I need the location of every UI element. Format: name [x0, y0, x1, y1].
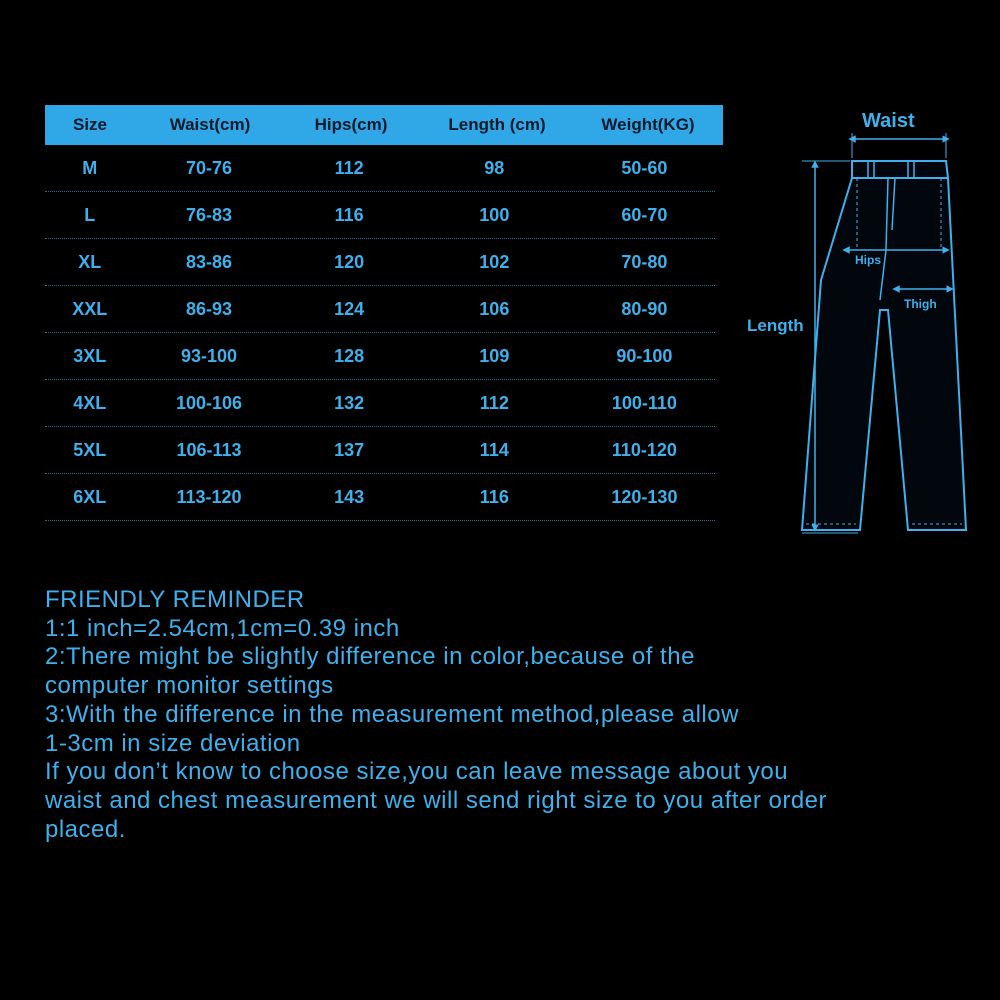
cell-size: XXL	[72, 298, 108, 319]
cell-waist: 76-83	[186, 204, 233, 225]
cell-weight: 110-120	[611, 439, 677, 460]
cell-hips: 112	[334, 157, 364, 178]
thigh-label: Thigh	[904, 297, 937, 311]
table-row	[45, 145, 715, 192]
cell-length: 109	[479, 345, 510, 366]
table-row	[45, 427, 715, 474]
cell-weight: 50-60	[621, 157, 668, 178]
reminder-line: If you don’t know to choose size,you can leave message about you	[45, 758, 789, 786]
cell-size: XL	[78, 251, 102, 272]
cell-waist: 86-93	[186, 298, 233, 319]
cell-size: 6XL	[73, 486, 107, 507]
cell-size: 4XL	[73, 392, 107, 413]
cell-waist: 113-120	[176, 486, 242, 507]
cell-size: M	[82, 157, 98, 178]
cell-weight: 100-110	[611, 392, 677, 413]
table-row	[45, 192, 715, 239]
reminder-line: computer monitor settings	[45, 672, 334, 700]
cell-hips: 137	[334, 439, 365, 460]
header-size: Size	[72, 115, 108, 134]
waist-label: Waist	[862, 110, 915, 132]
cell-hips: 132	[334, 392, 365, 413]
cell-weight: 70-80	[621, 251, 668, 272]
header-hips: Hips(cm)	[314, 115, 388, 134]
cell-waist: 106-113	[176, 439, 242, 460]
cell-size: L	[84, 204, 96, 225]
cell-length: 112	[479, 392, 509, 413]
cell-size: 5XL	[73, 439, 107, 460]
reminder-line: 1-3cm in size deviation	[45, 729, 301, 757]
cell-length: 114	[479, 439, 509, 460]
cell-waist: 93-100	[180, 345, 238, 366]
cell-hips: 143	[334, 486, 365, 507]
table-row	[45, 333, 715, 380]
size-table	[45, 105, 723, 521]
reminder-line: placed.	[45, 815, 126, 843]
cell-waist: 100-106	[175, 392, 243, 413]
cell-hips: 116	[334, 204, 364, 225]
cell-weight: 60-70	[621, 204, 668, 225]
length-label: Length	[747, 316, 804, 335]
size-table-body	[45, 145, 723, 521]
cell-length: 100	[479, 204, 510, 225]
reminder-line: 3:With the difference in the measurement method,please allow	[45, 700, 739, 728]
header-weight: Weight(KG)	[601, 115, 695, 134]
cell-weight: 90-100	[616, 345, 673, 366]
table-row	[45, 380, 715, 427]
cell-waist: 83-86	[186, 251, 233, 272]
cell-length: 106	[479, 298, 510, 319]
cell-hips: 120	[334, 251, 365, 272]
reminder-line: 1:1 inch=2.54cm,1cm=0.39 inch	[45, 614, 400, 642]
header-waist: Waist(cm)	[169, 115, 251, 134]
cell-length: 102	[479, 251, 510, 272]
cell-length: 98	[484, 157, 505, 178]
cell-hips: 128	[334, 345, 365, 366]
reminder-title: FRIENDLY REMINDER	[45, 586, 305, 613]
cell-hips: 124	[334, 298, 365, 319]
table-row	[45, 286, 715, 333]
reminder-line: waist and chest measurement we will send right size to you after order	[45, 786, 828, 814]
cell-length: 116	[479, 486, 509, 507]
header-length: Length (cm)	[448, 115, 546, 134]
reminder-line: 2:There might be slightly difference in color,because of the	[45, 643, 695, 671]
cell-waist: 70-76	[186, 157, 233, 178]
pants-diagram	[740, 100, 1000, 550]
friendly-reminder	[45, 586, 975, 844]
hips-label: Hips	[855, 253, 882, 267]
cell-weight: 120-130	[611, 486, 678, 507]
table-row	[45, 239, 715, 286]
cell-weight: 80-90	[621, 298, 668, 319]
table-row	[45, 474, 715, 521]
size-table-header	[45, 105, 723, 145]
cell-size: 3XL	[73, 345, 107, 366]
